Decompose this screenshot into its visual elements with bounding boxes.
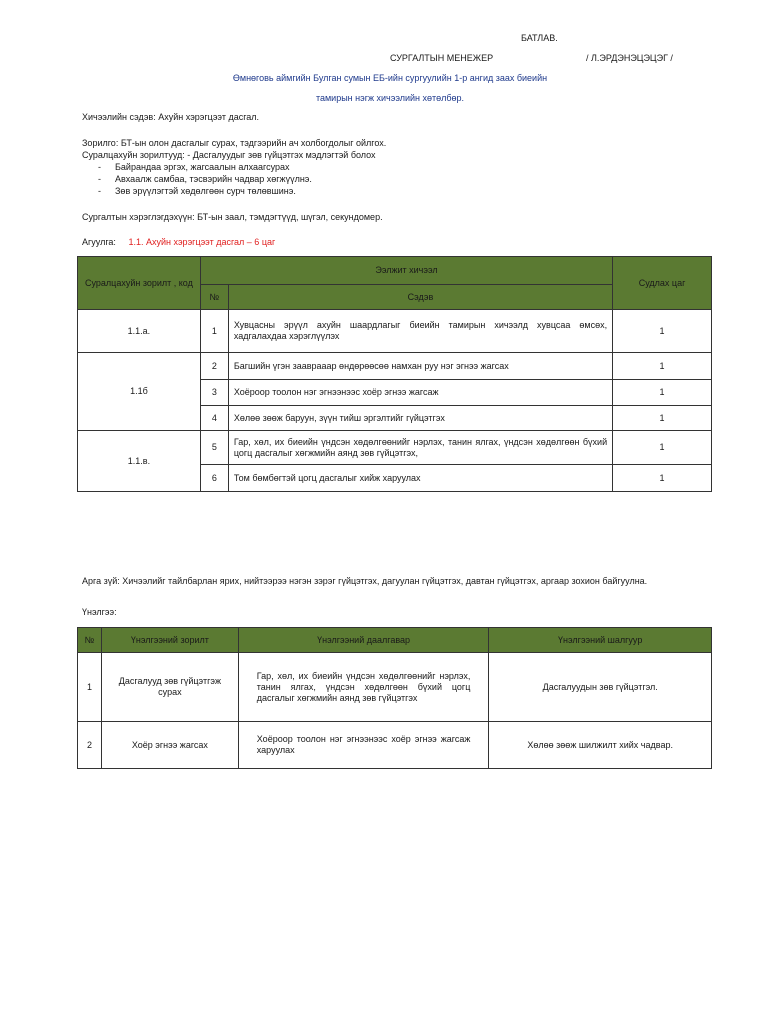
number-cell: 4 bbox=[200, 406, 228, 431]
header-assessment-criteria: Үнэлгээний шалгуур bbox=[489, 628, 712, 653]
topic-cell: Багшийн үгэн зааврааар өндөрөөсөө намхан руу нэг эгнээ жагсах bbox=[228, 353, 612, 380]
topic-cell: Гар, хөл, их биеийн үндсэн хөдөлгөөнийг нэрлэх, танин ялгах, үндсэн хөдөлгөөн бүхий цогц дасгалыг хөгжмийн аянд зөв гүйцэтгэх, bbox=[228, 431, 612, 465]
header-number: № bbox=[78, 628, 102, 653]
topic-cell: Хоёроор тоолон нэг эгнээнээс хоёр эгнээ жагсаж bbox=[228, 380, 612, 406]
number-cell: 1 bbox=[78, 653, 102, 722]
assessment-table bbox=[77, 627, 712, 769]
equipment-text: Сургалтын хэрэглэгдэхүүн: БТ-ын заал, тэмдэгтүүд, шүгэл, секундомер. bbox=[82, 212, 383, 222]
goal-bullet-list bbox=[98, 161, 312, 197]
content-label: Агуулга: bbox=[82, 237, 116, 247]
table-row bbox=[78, 353, 712, 380]
document-title-line2: тамирын нэгж хичээлийн хөтөлбөр. bbox=[315, 93, 465, 103]
lesson-goal: Зорилго: БТ-ын олон дасгалыг сурах, тэдгээрийн ач холбогдолыг ойлгох. bbox=[82, 138, 387, 148]
content-value: 1.1. Ахуйн хэрэгцээт дасгал – 6 цаг bbox=[128, 237, 276, 247]
lesson-plan-table bbox=[77, 256, 712, 492]
table-row bbox=[78, 653, 712, 722]
goal-code-cell: 1.1б bbox=[78, 353, 201, 431]
goal-bullet: - Авхаалж самбаа, тэсвэрийн чадвар хөгжүүлнэ. bbox=[98, 173, 312, 185]
header-assessment-task: Үнэлгээний даалгавар bbox=[238, 628, 489, 653]
approve-label: БАТЛАВ. bbox=[521, 33, 558, 43]
hours-cell: 1 bbox=[613, 310, 712, 353]
hours-cell: 1 bbox=[613, 465, 712, 492]
learner-goals: Суралцахуйн зорилтууд: - Дасгалуудыг зөв гүйцэтгэх мэдлэгтэй болох bbox=[82, 150, 376, 160]
goal-bullet: - Зөв эрүүлэгтэй хөдөлгөөн сурч төлөвшинэ. bbox=[98, 185, 312, 197]
header-assessment-goal: Үнэлгээний зорилт bbox=[101, 628, 238, 653]
topic-cell: Хувцасны эрүүл ахуйн шаардлагыг биеийн тамирын хичээлд хувцсаа өмсөх, хадгалахдаа хэрэглүүлэх bbox=[228, 310, 612, 353]
hours-cell: 1 bbox=[613, 353, 712, 380]
goal-code-cell: 1.1.в. bbox=[78, 431, 201, 492]
criteria-cell: Хөлөө зөөж шилжилт хийх чадвар. bbox=[489, 722, 712, 769]
number-cell: 5 bbox=[200, 431, 228, 465]
table-row bbox=[78, 431, 712, 465]
manager-name: / Л.ЭРДЭНЭЦЭЦЭГ / bbox=[586, 53, 673, 63]
goal-code-cell: 1.1.а. bbox=[78, 310, 201, 353]
hours-cell: 1 bbox=[613, 406, 712, 431]
assessment-label: Үнэлгээ: bbox=[82, 607, 117, 617]
manager-title: СУРГАЛТЫН МЕНЕЖЕР bbox=[390, 53, 494, 63]
header-hours: Судлах цаг bbox=[613, 257, 712, 310]
number-cell: 2 bbox=[200, 353, 228, 380]
number-cell: 6 bbox=[200, 465, 228, 492]
task-cell: Хоёроор тоолон нэг эгнээнээс хоёр эгнээ жагсаж харуулах bbox=[238, 722, 489, 769]
header-learning-goal: Суралцахуйн зорилт , код bbox=[78, 257, 201, 310]
hours-cell: 1 bbox=[613, 431, 712, 465]
goal-cell: Дасгалууд зөв гүйцэтгэж сурах bbox=[101, 653, 238, 722]
hours-cell: 1 bbox=[613, 380, 712, 406]
criteria-cell: Дасгалуудын зөв гүйцэтгэл. bbox=[489, 653, 712, 722]
method-text: Арга зүй: Хичээлийг тайлбарлан ярих, нийтээрээ нэгэн зэрэг гүйцэтгэх, дагуулан гүйцэтгэх, давтан гүйцэтгэх, аргаар зохион байгуулна. bbox=[82, 576, 648, 586]
task-cell: Гар, хөл, их биеийн үндсэн хөдөлгөөнийг нэрлэх, танин ялгах, үндсэн хөдөлгөөн бүхий цогц дасгалыг хөгжмийн аянд зөв гүйцэтгэх bbox=[238, 653, 489, 722]
table-row bbox=[78, 722, 712, 769]
number-cell: 1 bbox=[200, 310, 228, 353]
content-line bbox=[82, 236, 275, 248]
table-header-row bbox=[78, 257, 712, 285]
number-cell: 2 bbox=[78, 722, 102, 769]
table-header-row bbox=[78, 628, 712, 653]
topic-cell: Хөлөө зөөж баруун, зүүн тийш эргэлтийг гүйцэтгэх bbox=[228, 406, 612, 431]
header-topic: Сэдэв bbox=[228, 285, 612, 310]
topic-cell: Том бөмбөгтэй цогц дасгалыг хийж харуулах bbox=[228, 465, 612, 492]
goal-bullet: - Байрандаа эргэх, жагсаалын алхаагсурах bbox=[98, 161, 312, 173]
goal-cell: Хоёр эгнээ жагсах bbox=[101, 722, 238, 769]
lesson-topic: Хичээлийн сэдэв: Ахуйн хэрэгцээт дасгал. bbox=[82, 112, 260, 122]
document-title-line1: Өмнөговь аймгийн Булган сумын ЕБ-ийн сургуулийн 1-р ангид заах биеийн bbox=[232, 73, 548, 83]
header-number: № bbox=[200, 285, 228, 310]
table-row bbox=[78, 310, 712, 353]
header-lesson: Ээлжит хичээл bbox=[200, 257, 612, 285]
number-cell: 3 bbox=[200, 380, 228, 406]
